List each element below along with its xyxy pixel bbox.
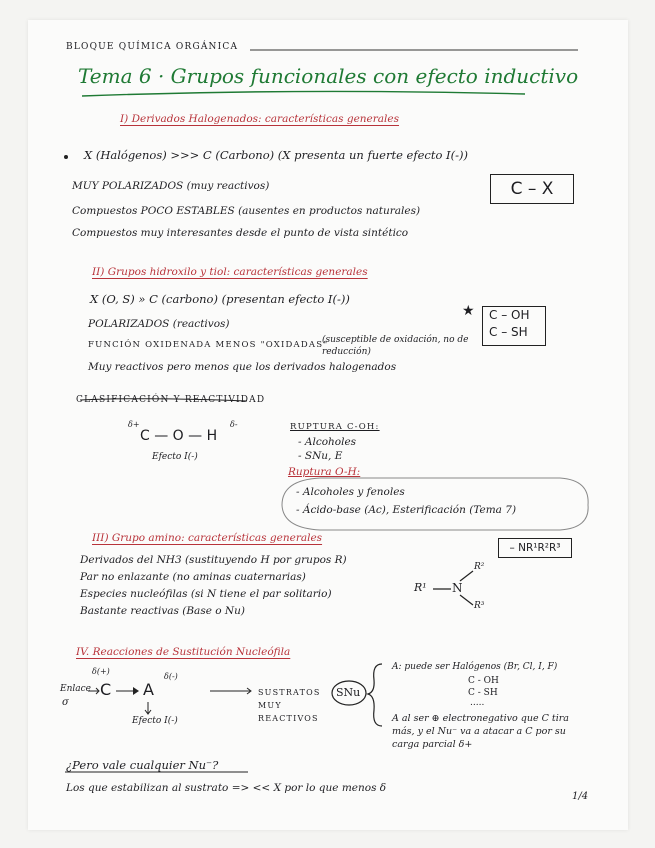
section2-line1: X (O, S) » C (carbono) (presentan efecto I(-)) <box>90 292 350 306</box>
cx-box-label: C – X <box>510 179 554 199</box>
cx-box <box>490 174 574 204</box>
a-group: C - SH <box>468 688 498 698</box>
section1-line2: MUY POLARIZADOS (muy reactivos) <box>72 180 270 192</box>
amine-box-label: – NR¹R²R³ <box>509 542 561 554</box>
snu-label: SNu <box>336 686 361 699</box>
sustratos-label: SUSTRATOS MUY REACTIVOS <box>258 688 321 723</box>
c-o-h-molecule: C — O — H <box>140 428 218 444</box>
delta-minus: δ- <box>230 420 238 429</box>
section3-item: Derivados del NH3 (sustituyendo H por grupos R) <box>80 554 347 566</box>
delta-negative: δ(-) <box>164 672 178 681</box>
section2-line2: POLARIZADOS (reactivos) <box>88 318 230 330</box>
section1-line3: Compuestos POCO ESTABLES (ausentes en productos naturales) <box>72 205 421 217</box>
classification-effect: Efecto I(-) <box>152 452 198 462</box>
a-group: ..... <box>470 698 485 708</box>
page-title: Tema 6 · Grupos funcionales con efecto inductivo <box>78 64 579 88</box>
footer-answer: Los que estabilizan al sustrato => << X por lo que menos δ <box>66 782 387 794</box>
rupture1-item: - SNu, E <box>298 450 343 462</box>
c-to-a-arrowhead <box>133 687 139 695</box>
section3-item: Especies nucleófilas (si N tiene el par solitario) <box>80 588 332 600</box>
box-oh: C – OH <box>489 308 530 322</box>
rupture-o-h: Ruptura O-H: <box>288 466 361 478</box>
footer-question: ¿Pero vale cualquier Nu⁻? <box>66 758 219 772</box>
rupture-c-oh: RUPTURA C-OH: <box>290 422 380 432</box>
delta-plus: δ+ <box>128 420 140 429</box>
section2-heading: II) Grupos hidroxilo y tiol: características generales <box>92 266 368 278</box>
amine-r3: R³ <box>474 601 485 611</box>
group-a: A <box>143 680 154 699</box>
amine-bond-up <box>460 571 473 581</box>
amine-r1: R¹ <box>414 581 427 594</box>
carbon-c: C <box>100 680 112 699</box>
section1-line4: Compuestos muy interesantes desde el punto de vista sintético <box>72 227 409 239</box>
oh-sh-box <box>482 306 546 346</box>
enlace-label: Enlace <box>60 684 91 694</box>
amine-box <box>498 538 572 558</box>
section2-line4: Muy reactivos pero menos que los derivados halogenados <box>88 361 397 373</box>
classification-heading: CLASIFICACIÓN Y REACTIVIDAD <box>76 395 266 405</box>
section3-heading: III) Grupo amino: características generales <box>92 532 323 544</box>
a-note2: A al ser ⊕ electronegativo que C tira más, y el Nu⁻ va a atacar a C por su carga parcial δ+ <box>392 713 569 750</box>
a-group: C - OH <box>468 676 499 686</box>
delta-positive: δ(+) <box>92 667 110 676</box>
rupture2-item: - Ácido-base (Ac), Esterificación (Tema 7) <box>296 504 517 516</box>
section4-heading: IV. Reacciones de Sustitución Nucleófila <box>76 646 291 658</box>
star-icon: ★ <box>462 303 475 319</box>
section3-item: Par no enlazante (no aminas cuaternarias) <box>80 571 306 583</box>
section2-line3: FUNCIÓN OXIDENADA MENOS "OXIDADAS" <box>88 340 329 350</box>
rupture2-item: - Alcoholes y fenoles <box>296 486 405 498</box>
section2-note: (susceptible de oxidación, no de reducción) <box>322 335 469 357</box>
rupture1-item: - Alcoholes <box>298 436 357 448</box>
sigma-label: σ <box>62 697 69 708</box>
box-sh: C – SH <box>489 325 528 339</box>
amine-r2: R² <box>474 562 485 572</box>
block-title: BLOQUE QUÍMICA ORGÁNICA <box>66 42 239 52</box>
title-underline <box>82 91 525 96</box>
section1-heading: I) Derivados Halogenados: características generales <box>120 113 400 125</box>
brace <box>368 664 382 726</box>
amine-n: N <box>452 581 463 595</box>
section3-item: Bastante reactivas (Base o Nu) <box>80 605 245 617</box>
section1-line1: X (Halógenos) >>> C (Carbono) (X presenta un fuerte efecto I(-)) <box>84 148 468 162</box>
amine-bond-down <box>460 595 473 605</box>
a-note1: A: puede ser Halógenos (Br, Cl, I, F) <box>392 662 558 672</box>
page-number: 1/4 <box>572 791 589 802</box>
section4-effect: Efecto I(-) <box>132 716 178 726</box>
bullet <box>64 155 68 159</box>
